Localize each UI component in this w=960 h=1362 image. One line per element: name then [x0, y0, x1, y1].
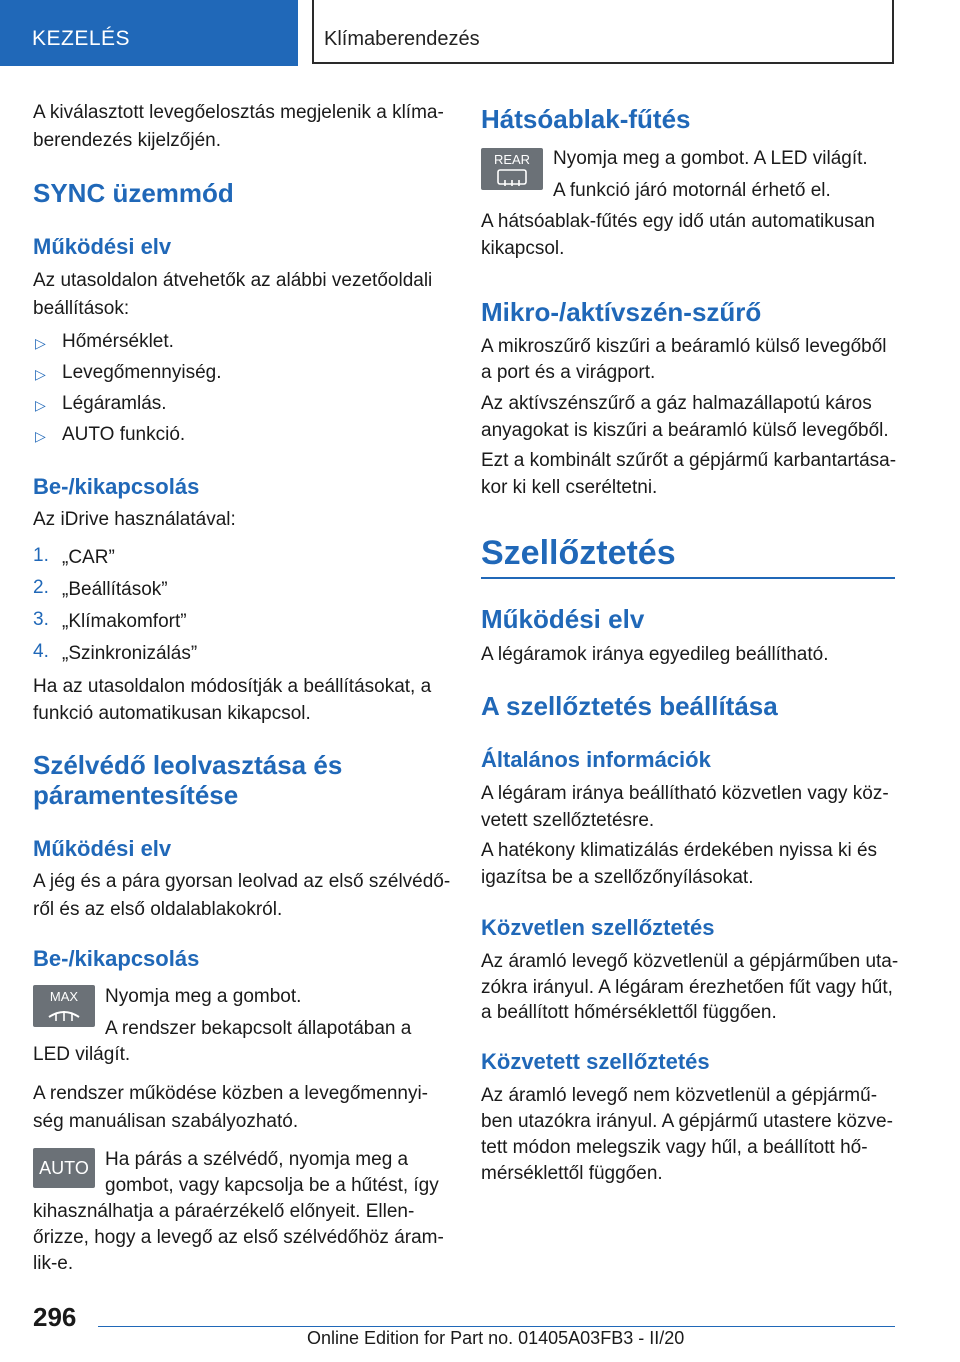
heading-filter: Mikro-/aktívszén-szűrő — [481, 297, 762, 327]
heading-vent-setting: A szellőztetés beállítása — [481, 691, 778, 721]
auto-icon-label: AUTO — [39, 1158, 89, 1178]
paragraph: kor ki kell cseréltetni. — [481, 477, 658, 498]
paragraph: ről és az első oldalablakokról. — [33, 899, 283, 920]
paragraph: LED világít. — [33, 1044, 131, 1065]
subheading: Közvetlen szellőztetés — [481, 915, 715, 940]
section-tab — [0, 0, 298, 66]
paragraph: Ha párás a szélvédő, nyomja meg a — [105, 1149, 409, 1170]
footer-rule — [98, 1326, 895, 1327]
paragraph: A hatékony klimatizálás érdekében nyissa ki és — [481, 840, 878, 861]
paragraph: A jég és a pára gyorsan leolvad az első szélvédő‐ — [33, 871, 451, 892]
triangle-bullet-icon: ▷ — [35, 428, 46, 444]
max-icon-label: MAX — [49, 989, 79, 1004]
page-number: 296 — [33, 1302, 77, 1332]
windshield-heat-icon — [33, 985, 95, 1027]
list-item: Légáramlás. — [62, 393, 167, 414]
paragraph: zókra irányul. A légáram érezhetően fűt vagy hűt, — [481, 977, 893, 998]
heading-sync: SYNC üzemmód — [33, 178, 234, 208]
step-text: „CAR” — [62, 547, 115, 568]
rear-window-heat-icon — [481, 148, 543, 190]
heading-ventilation: Szellőztetés — [481, 534, 676, 572]
paragraph: vetett szellőztetésre. — [481, 810, 655, 831]
step-text: „Klímakomfort” — [62, 611, 187, 632]
paragraph: gombot, vagy kapcsolja be a hűtést, így — [105, 1175, 439, 1196]
paragraph: A rendszer bekapcsolt állapotában a — [105, 1018, 412, 1039]
paragraph: A légáram iránya beállítható közvetlen vagy köz‐ — [481, 783, 889, 804]
step-number: 3. — [33, 609, 49, 630]
paragraph: berendezés kijelzőjén. — [33, 130, 222, 151]
heading-defrost: páramentesítése — [33, 780, 239, 810]
step-text: „Beállítások” — [62, 579, 168, 600]
step-text: „Szinkronizálás” — [62, 643, 198, 664]
paragraph: Az iDrive használatával: — [33, 509, 236, 530]
rear-defrost-icon — [481, 148, 543, 190]
paragraph: a beállított hőmérséklettől függően. — [481, 1002, 777, 1023]
edition-footer: Online Edition for Part no. 01405A03FB3 - II/20 — [307, 1328, 685, 1348]
step-number: 2. — [33, 577, 49, 598]
chapter-label: Klímaberendezés — [324, 28, 480, 50]
subheading: Be-/kikapcsolás — [33, 474, 200, 499]
paragraph: lik-e. — [33, 1253, 74, 1274]
paragraph: Az áramló levegő közvetlenül a gépjárműben uta‐ — [481, 951, 899, 972]
paragraph: kikapcsol. — [481, 238, 565, 259]
paragraph: Az utasoldalon átvehetők az alábbi vezetőoldali — [33, 270, 433, 291]
paragraph: őrizze, hogy a levegő az első szélvédőhöz áram‐ — [33, 1227, 444, 1248]
paragraph: A mikroszűrő kiszűri a beáramló külső levegőből — [481, 336, 887, 357]
paragraph: beállítások: — [33, 298, 130, 319]
paragraph: A kiválasztott levegőelosztás megjelenik a klíma‐ — [33, 102, 444, 123]
subheading: Általános információk — [481, 747, 711, 772]
paragraph: Ha az utasoldalon módosítják a beállításokat, a — [33, 676, 432, 697]
paragraph: kihasználhatja a páraérzékelő előnyeit. Ellen‐ — [33, 1201, 415, 1222]
list-item: Levegőmennyiség. — [62, 362, 222, 383]
list-item: Hőmérséklet. — [62, 331, 174, 352]
paragraph: mérséklettől függően. — [481, 1163, 663, 1184]
paragraph: ség manuálisan szabályozható. — [33, 1111, 299, 1132]
paragraph: ben utazókra irányul. A gépjármű utastere közve‐ — [481, 1111, 893, 1132]
paragraph: tett módon melegszik vagy hűl, a beállított hő‐ — [481, 1137, 868, 1158]
paragraph: A funkció járó motornál érhető el. — [553, 180, 831, 201]
paragraph: A hátsóablak-fűtés egy idő után automatikusan — [481, 211, 875, 232]
paragraph: funkció automatikusan kikapcsol. — [33, 703, 311, 724]
subheading: Működési elv — [481, 604, 645, 634]
rear-icon-label: REAR — [493, 152, 531, 167]
max-defrost-icon — [33, 985, 95, 1027]
paragraph: a port és a virágport. — [481, 362, 656, 383]
chapter-tab — [312, 0, 894, 64]
heading-underline — [481, 577, 895, 579]
paragraph: Az áramló levegő nem közvetlenül a gépjármű‐ — [481, 1085, 878, 1106]
auto-button-icon — [33, 1148, 95, 1188]
list-item: AUTO funkció. — [62, 424, 186, 445]
subheading: Be-/kikapcsolás — [33, 946, 200, 971]
section-label: KEZELÉS — [32, 27, 131, 50]
heading-rear-window: Hátsóablak-fűtés — [481, 104, 691, 134]
paragraph: A légáramok iránya egyedileg beállítható. — [481, 644, 829, 665]
paragraph: igazítsa be a szellőzőnyílásokat. — [481, 867, 754, 888]
paragraph: Nyomja meg a gombot. A LED világít. — [553, 148, 868, 169]
triangle-bullet-icon: ▷ — [35, 335, 46, 351]
paragraph: Nyomja meg a gombot. — [105, 986, 302, 1007]
paragraph: anyagokat is kiszűri a beáramló külső levegőből. — [481, 420, 889, 441]
subheading: Közvetett szellőztetés — [481, 1049, 710, 1074]
step-number: 1. — [33, 545, 49, 566]
subheading: Működési elv — [33, 234, 172, 259]
subheading: Működési elv — [33, 836, 172, 861]
heading-defrost: Szélvédő leolvasztása és — [33, 750, 343, 780]
triangle-bullet-icon: ▷ — [35, 397, 46, 413]
step-number: 4. — [33, 641, 49, 662]
paragraph: A rendszer működése közben a levegőmennyi‐ — [33, 1083, 429, 1104]
paragraph: Ezt a kombinált szűrőt a gépjármű karbantartása‐ — [481, 450, 897, 471]
triangle-bullet-icon: ▷ — [35, 366, 46, 382]
paragraph: Az aktívszénszűrő a gáz halmazállapotú káros — [481, 393, 872, 414]
